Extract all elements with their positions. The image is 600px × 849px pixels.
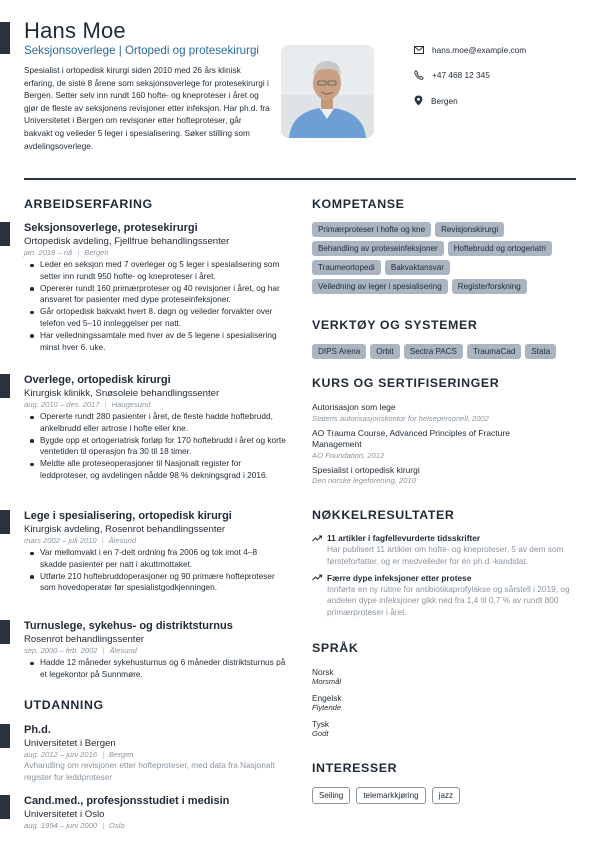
skill-chip: Bakvaktansvar (385, 260, 450, 275)
job-meta: aug. 2010 – des. 2017 | Haugesund (24, 400, 151, 409)
list-item: Meldte alle proteseoperasjoner til Nasjonalt register for leddproteser, og avdelingen nådde 98 % dekningsgrad i 2016. (34, 458, 286, 482)
language-entry (312, 719, 576, 738)
contact-phone[interactable] (414, 70, 490, 80)
education-meta: aug. 1994 – juni 2000 | Oslo (24, 821, 125, 830)
course-title: AO Trauma Course, Advanced Principles of Fracture Management (312, 427, 510, 449)
job-bullets (24, 657, 286, 681)
education-entry (24, 795, 286, 830)
job-title: Turnuslege, sykehus- og distriktsturnus (24, 620, 233, 632)
skill-chip: Primærproteser i hofte og kne (312, 222, 431, 237)
job-dates: sep. 2000 – feb. 2002 (24, 646, 98, 655)
skills-list (312, 222, 576, 294)
skill-chip: Revisjonskirurgi (435, 222, 504, 237)
list-item: Utførte 210 hoftebruddoperasjoner og 90 primære hofteproteser som hovedoperatør før spesialistgodkjenningen. (34, 571, 286, 595)
education-place: Oslo (109, 821, 125, 830)
contact-email[interactable] (414, 45, 526, 55)
school-name: Universitetet i Oslo (24, 809, 105, 820)
tools-list (312, 344, 576, 359)
course-entry (312, 428, 512, 460)
degree-title: Ph.d. (24, 724, 51, 736)
language-name: Engelsk (312, 693, 342, 703)
school-name: Universitetet i Bergen (24, 738, 116, 749)
job-organization: Rosenrot behandlingssenter (24, 634, 145, 645)
entry-accent-bar (0, 222, 10, 246)
course-entry (312, 465, 576, 486)
job-place: Ålesund (108, 536, 137, 545)
education-place: Bergen (109, 750, 134, 759)
candidate-name: Hans Moe (24, 18, 126, 43)
list-item: Leder en seksjon med 7 overleger og 5 leger i spesialisering som setter inn rundt 950 hofte- og kneproteser i året. (34, 259, 286, 283)
experience-entry (24, 620, 286, 681)
education-meta: aug. 2012 – juni 2016 | Bergen (24, 750, 134, 759)
list-item: Har veiledningssamtale med hver av de 5 legene i spesialisering minst hver 6. uke. (34, 330, 286, 354)
trend-up-icon (312, 535, 322, 542)
job-title: Lege i spesialisering, ortopedisk kirurgi (24, 510, 232, 522)
course-issuer: Statens autorisasjonskontor for helsepersonell, 2002 (312, 413, 489, 423)
skill-chip: Hoftebrudd og ortogeriatri (448, 241, 552, 256)
header-accent-bar (0, 22, 10, 54)
experience-entry (24, 222, 286, 353)
candidate-role: Seksjonsoverlege | Ortopedi og protesekirurgi (24, 44, 260, 57)
job-meta: jan. 2018 – nå | Bergen (24, 248, 109, 257)
experience-entry (24, 374, 286, 482)
interests-list (312, 787, 460, 804)
result-description: Har publisert 11 artikler om hofte- og kneproteser, 5 av dem som førsteforfatter, og er medveileder for én ph.d.-kandidat. (327, 544, 564, 566)
entry-accent-bar (0, 510, 10, 534)
degree-title: Cand.med., profesjonsstudiet i medisin (24, 795, 230, 807)
section-title-courses: KURS OG SERTIFISERINGER (312, 376, 500, 390)
location-pin-icon (414, 95, 423, 106)
job-place: Haugesund (111, 400, 151, 409)
entry-accent-bar (0, 374, 10, 398)
result-entry (312, 533, 576, 568)
section-title-languages: SPRÅK (312, 641, 359, 655)
list-item: Bygde opp et ortogeriatrisk forløp for 170 hoftebrudd i året og korte ventetiden til operasjon fra 30 til 18 timer. (34, 435, 286, 459)
contact-location (414, 95, 458, 106)
interest-chip: Seiling (312, 787, 350, 804)
experience-entry (24, 510, 286, 594)
job-organization: Kirurgisk avdeling, Rosenrot behandlingssenter (24, 524, 226, 535)
section-title-tools: VERKTØY OG SYSTEMER (312, 318, 478, 332)
tool-chip: Sectra PACS (404, 344, 463, 359)
contact-email-text: hans.moe@example.com (432, 45, 527, 55)
job-place: Ålesund (109, 646, 137, 655)
section-title-results: NØKKELRESULTATER (312, 508, 455, 522)
tool-chip: DIPS Arena (312, 344, 366, 359)
job-dates: mars 2002 – juli 2010 (24, 536, 97, 545)
course-title: Autorisasjon som lege (312, 402, 396, 412)
courses-list (312, 402, 576, 485)
education-dates: aug. 2012 – juni 2016 (24, 750, 98, 759)
tool-chip: Stata (525, 344, 556, 359)
job-meta: mars 2002 – juli 2010 | Ålesund (24, 536, 137, 545)
section-title-education: UTDANNING (24, 698, 104, 712)
tool-chip: Orbit (370, 344, 400, 359)
language-level: Flytende (312, 703, 342, 712)
language-entry (312, 693, 576, 712)
job-title: Overlege, ortopedisk kirurgi (24, 374, 171, 386)
skill-chip: Veiledning av leger i spesialisering (312, 279, 448, 294)
list-item: Går ortopedisk bakvakt hvert 8. døgn og veileder forvakter over telefon ved 5–10 innleggelser per natt. (34, 306, 286, 330)
languages-list (312, 667, 576, 738)
course-issuer: Den norske legeforening, 2010 (312, 476, 416, 485)
list-item: Var mellomvakt i en 7-delt ordning fra 2006 og tok imot 4–8 skadde pasienter per natt i akuttmottaket. (34, 547, 286, 571)
language-level: Morsmål (312, 677, 342, 686)
interest-chip: telemarkkjøring (356, 787, 425, 804)
job-organization: Kirurgisk klinikk, Snøsoleie behandlingssenter (24, 388, 220, 399)
job-place: Bergen (84, 248, 109, 257)
section-title-experience: ARBEIDSERFARING (24, 197, 153, 211)
entry-accent-bar (0, 795, 10, 819)
interest-chip: jazz (432, 787, 460, 804)
result-title: 11 artikler i fagfellevurderte tidsskrifter (327, 533, 481, 543)
skill-chip: Registerforskning (452, 279, 527, 294)
result-entry (312, 573, 576, 619)
contact-location-text: Bergen (431, 95, 458, 106)
contact-phone-text: +47 468 12 345 (432, 70, 490, 80)
list-item: Opererer rundt 160 primærproteser og 40 revisjoner i året, og har ansvaret for pasienter med dype proteseinfeksjoner. (34, 283, 286, 307)
list-item: Opererte rundt 280 pasienter i året, de fleste hadde hoftebrudd, ankelbrudd eller artrose i hofte eller kne. (34, 411, 286, 435)
language-level: Godt (312, 729, 329, 738)
course-entry (312, 402, 576, 423)
education-description: Avhandling om revisjoner etter hofteproteser, med data fra Nasjonalt register for leddproteser (24, 760, 275, 782)
job-bullets (24, 411, 286, 482)
language-entry (312, 667, 576, 686)
result-title: Færre dype infeksjoner etter protese (327, 572, 472, 583)
language-name: Tysk (312, 719, 330, 729)
job-organization: Ortopedisk avdeling, Fjellfrue behandlingssenter (24, 236, 230, 247)
entry-accent-bar (0, 724, 10, 748)
phone-icon (414, 70, 424, 80)
job-bullets (24, 259, 286, 353)
skill-chip: Traumeortopedi (312, 260, 381, 275)
results-list (312, 533, 576, 619)
section-title-interests: INTERESSER (312, 761, 398, 775)
job-bullets (24, 547, 286, 594)
trend-up-icon (312, 574, 322, 581)
education-entry (24, 724, 286, 783)
section-title-skills: KOMPETANSE (312, 197, 405, 211)
job-dates: aug. 2010 – des. 2017 (24, 400, 100, 409)
list-item: Hadde 12 måneder sykehusturnus og 6 måneder distriktsturnus på et legekontor på Sunnmøre. (34, 657, 286, 681)
tool-chip: TraumaCad (467, 344, 521, 359)
skill-chip: Behandling av proteseinfeksjoner (312, 241, 444, 256)
result-description: Innførte en ny rutine for antibiotikaprofylakse og sårstell i 2019, og andelen dype infeksjoner gikk ned fra 1,4 til 0,7 % av rundt 800 primærproteser i året. (327, 583, 570, 618)
job-title: Seksjonsoverlege, protesekirurgi (24, 222, 198, 234)
language-name: Norsk (312, 667, 334, 677)
header-divider (24, 178, 576, 180)
course-title: Spesialist i ortopedisk kirurgi (312, 464, 420, 475)
mail-icon (414, 46, 424, 54)
education-dates: aug. 1994 – juni 2000 (24, 821, 98, 830)
job-dates: jan. 2018 – nå (24, 248, 73, 257)
course-issuer: AO Foundation, 2012 (312, 450, 385, 460)
job-meta: sep. 2000 – feb. 2002 | Ålesund (24, 646, 137, 655)
profile-photo (281, 45, 374, 138)
entry-accent-bar (0, 620, 10, 644)
profile-summary: Spesialist i ortopedisk kirurgi siden 2010 med 26 års klinisk erfaring, de siste 8 årene som seksjonsoverlege for protesekirurgi i Bergen. Setter selv inn rundt 160 hofte- og kneproteser i året og gjør de fleste av seksjonens revisjoner etter infeksjon. Har ph.d. fra Universitetet i Bergen om revisjoner etter hofteproteser, går bakvakt og veileder 5 leger i spesialisering. Søker stilling som avdelingsoverlege. (24, 65, 270, 151)
